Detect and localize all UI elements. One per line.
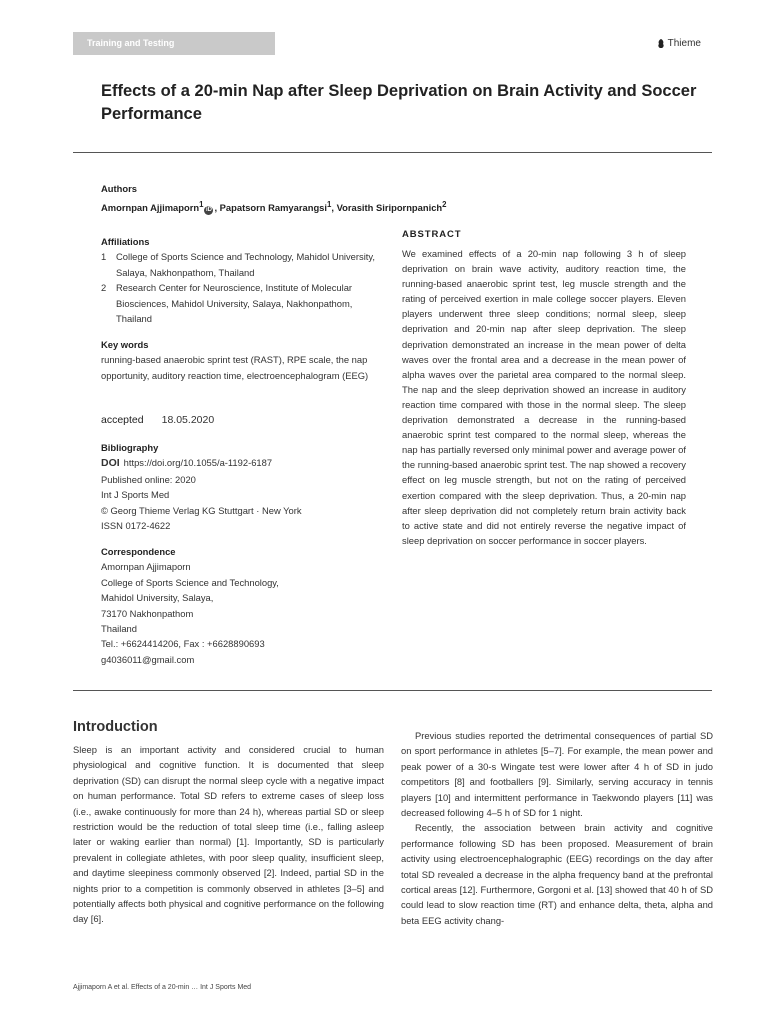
- intro-paragraph: Previous studies reported the detrimental consequences of partial SD on sport performance in athletes [5–7]. For example, the mean power and peak power of a 30-s Wingate test were lower after 4 h of SD in judo competitors [8] and footballers [9]. Similarly, serving accuracy in tennis players [10] and intermittent performance in Taekwondo players [11] was decreased following 4–5 h of SD for 1 night.: [401, 730, 713, 819]
- correspondence-address-2: Mahidol University, Salaya,: [101, 592, 214, 604]
- correspondence-address-4: Thailand: [101, 623, 137, 635]
- correspondence-address-3: 73170 Nakhonpathom: [101, 607, 194, 619]
- publisher-brand: [657, 38, 701, 49]
- abstract-block: [402, 229, 686, 548]
- abstract-text: We examined effects of a 20-min nap following 3 h of sleep deprivation on brain wave activity, auditory reaction time, the running-based anaerobic sprint test, leg muscle strength and the rating of perceived exertion in male college soccer players. Eleven players underwent three sleep conditions; normal sleep, sleep deprivation and 20-min nap after sleep deprivation. The sleep deprivation demonstrated an increase in the mean power of delta waves over the frontal area and a decrease in the mean power of alpha waves over the parietal area compared to the normal sleep. The nap and the sleep deprivation showed an increase in auditory reaction time compared with those in the normal sleep. The sleep deprivation demonstrated a decrease in the running-based anaerobic sprint test compared to the normal sleep, whereas the nap has partially reversed only minimal power and average power of the running-based anaerobic sprint test. The nap showed a recovery effect on leg muscle strength, but not on the rating of perceived exertion compared with the sleep deprivation. Thus, a 20-min nap after sleep deprivation did not completely return brain activity back to active state and did not entirely reverse the negative impact of sleep deprivation on soccer performance in soccer players.: [402, 248, 686, 546]
- orcid-icon[interactable]: iD: [205, 206, 212, 213]
- journal-name: Int J Sports Med: [101, 489, 170, 501]
- accepted-label: accepted: [101, 414, 144, 426]
- correspondence-name: Amornpan Ajjimaporn: [101, 561, 191, 573]
- published-online: Published online: 2020: [101, 473, 196, 485]
- copyright: © Georg Thieme Verlag KG Stuttgart · New York: [101, 504, 302, 516]
- doi-row: [101, 455, 381, 471]
- author-1[interactable]: Amornpan Ajjimaporn$^1$iD: [101, 199, 212, 213]
- affiliation-item: 1 College of Sports Science and Technology, Mahidol University, Salaya, Nakhonpathom, Thailand: [101, 251, 375, 278]
- affiliation-item: 2 Research Center for Neuroscience, Institute of Molecular Biosciences, Mahidol University, Salaya, Nakhonpathom, Thailand: [101, 282, 353, 325]
- author-3[interactable]: , Vorasith Siripornpanich$^2$: [331, 199, 447, 213]
- correspondence-phone: Tel.: +6624414206, Fax : +6628890693: [101, 638, 265, 650]
- header-divider: [73, 152, 712, 153]
- section-tab: Training and Testing: [73, 32, 275, 55]
- affiliations-label: Affiliations: [101, 236, 150, 247]
- intro-paragraph: Sleep is an important activity and considered crucial to human physiological and cognitive function. It is documented that sleep deprivation (SD) can disrupt the normal sleep cycle with a negative impact on human performance. Total SD refers to extreme cases of sleep loss (i.e., awake continuously for more than 24 h), whereas partial SD or sleep restriction would be the reduction of total sleep time (i.e., falling asleep later or waking earlier than normal) [1]. Importantly, SD is particularly prevalent in collegiate athletes, with poor sleep quality, insufficient sleep, and daytime sleepiness commonly observed [2]. Indeed, partial SD in the nights prior to a competition is commonly observed in athletes [3–5] and potentially affects both physical and cognitive performance on the following day [6].: [73, 744, 384, 925]
- doi-label: DOI: [101, 457, 120, 470]
- abstract-heading: ABSTRACT: [402, 229, 462, 240]
- intro-paragraph: Recently, the association between brain activity and cognitive performance following SD has been proposed. Measurement of brain activity using electroencephalographic (EEG) recordings on the day after total SD revealed a decrease in the alpha frequency band at the prefrontal cortical areas [12]. Furthermore, Gorgoni et al. [13] showed that 40 h of SD could lead to slow reaction time (RT) and enhance delta, theta, alpha and beta EEG activity chang-: [401, 822, 713, 926]
- page-footer: Ajjimaporn A et al. Effects of a 20-min … Int J Sports Med: [73, 984, 252, 991]
- article-title: Effects of a 20-min Nap after Sleep Deprivation on Brain Activity and Soccer Performance: [101, 82, 697, 123]
- doi-link[interactable]: https://doi.org/10.1055/a-1192-6187: [123, 457, 273, 469]
- correspondence-address-1: College of Sports Science and Technology,: [101, 576, 279, 588]
- bibliography-block: [101, 440, 381, 533]
- accepted-row: [101, 413, 214, 428]
- intro-left-column: [73, 742, 384, 927]
- authors-label: Authors: [101, 183, 137, 194]
- accepted-date: 18.05.2020: [161, 414, 215, 426]
- correspondence-block: [101, 544, 381, 667]
- abstract-divider: [73, 690, 712, 691]
- affiliations-block: [101, 234, 381, 326]
- intro-right-column: [401, 728, 713, 928]
- issn: ISSN 0172-4622: [101, 520, 171, 532]
- publisher-name: Thieme: [667, 38, 701, 49]
- thieme-logo-icon: [657, 39, 665, 49]
- authors-block: [101, 181, 447, 215]
- author-2[interactable]: , Papatsorn Ramyarangsi$^1$: [214, 199, 332, 213]
- keywords-block: [101, 337, 371, 383]
- intro-heading: Introduction: [73, 719, 158, 735]
- keywords-label: Key words: [101, 339, 149, 350]
- correspondence-email[interactable]: g4036011@gmail.com: [101, 653, 195, 665]
- correspondence-label: Correspondence: [101, 546, 176, 557]
- keywords-text: running-based anaerobic sprint test (RAST), RPE scale, the nap opportunity, auditory reaction time, electroencephalogram (EEG): [101, 354, 369, 381]
- bibliography-label: Bibliography: [101, 442, 159, 453]
